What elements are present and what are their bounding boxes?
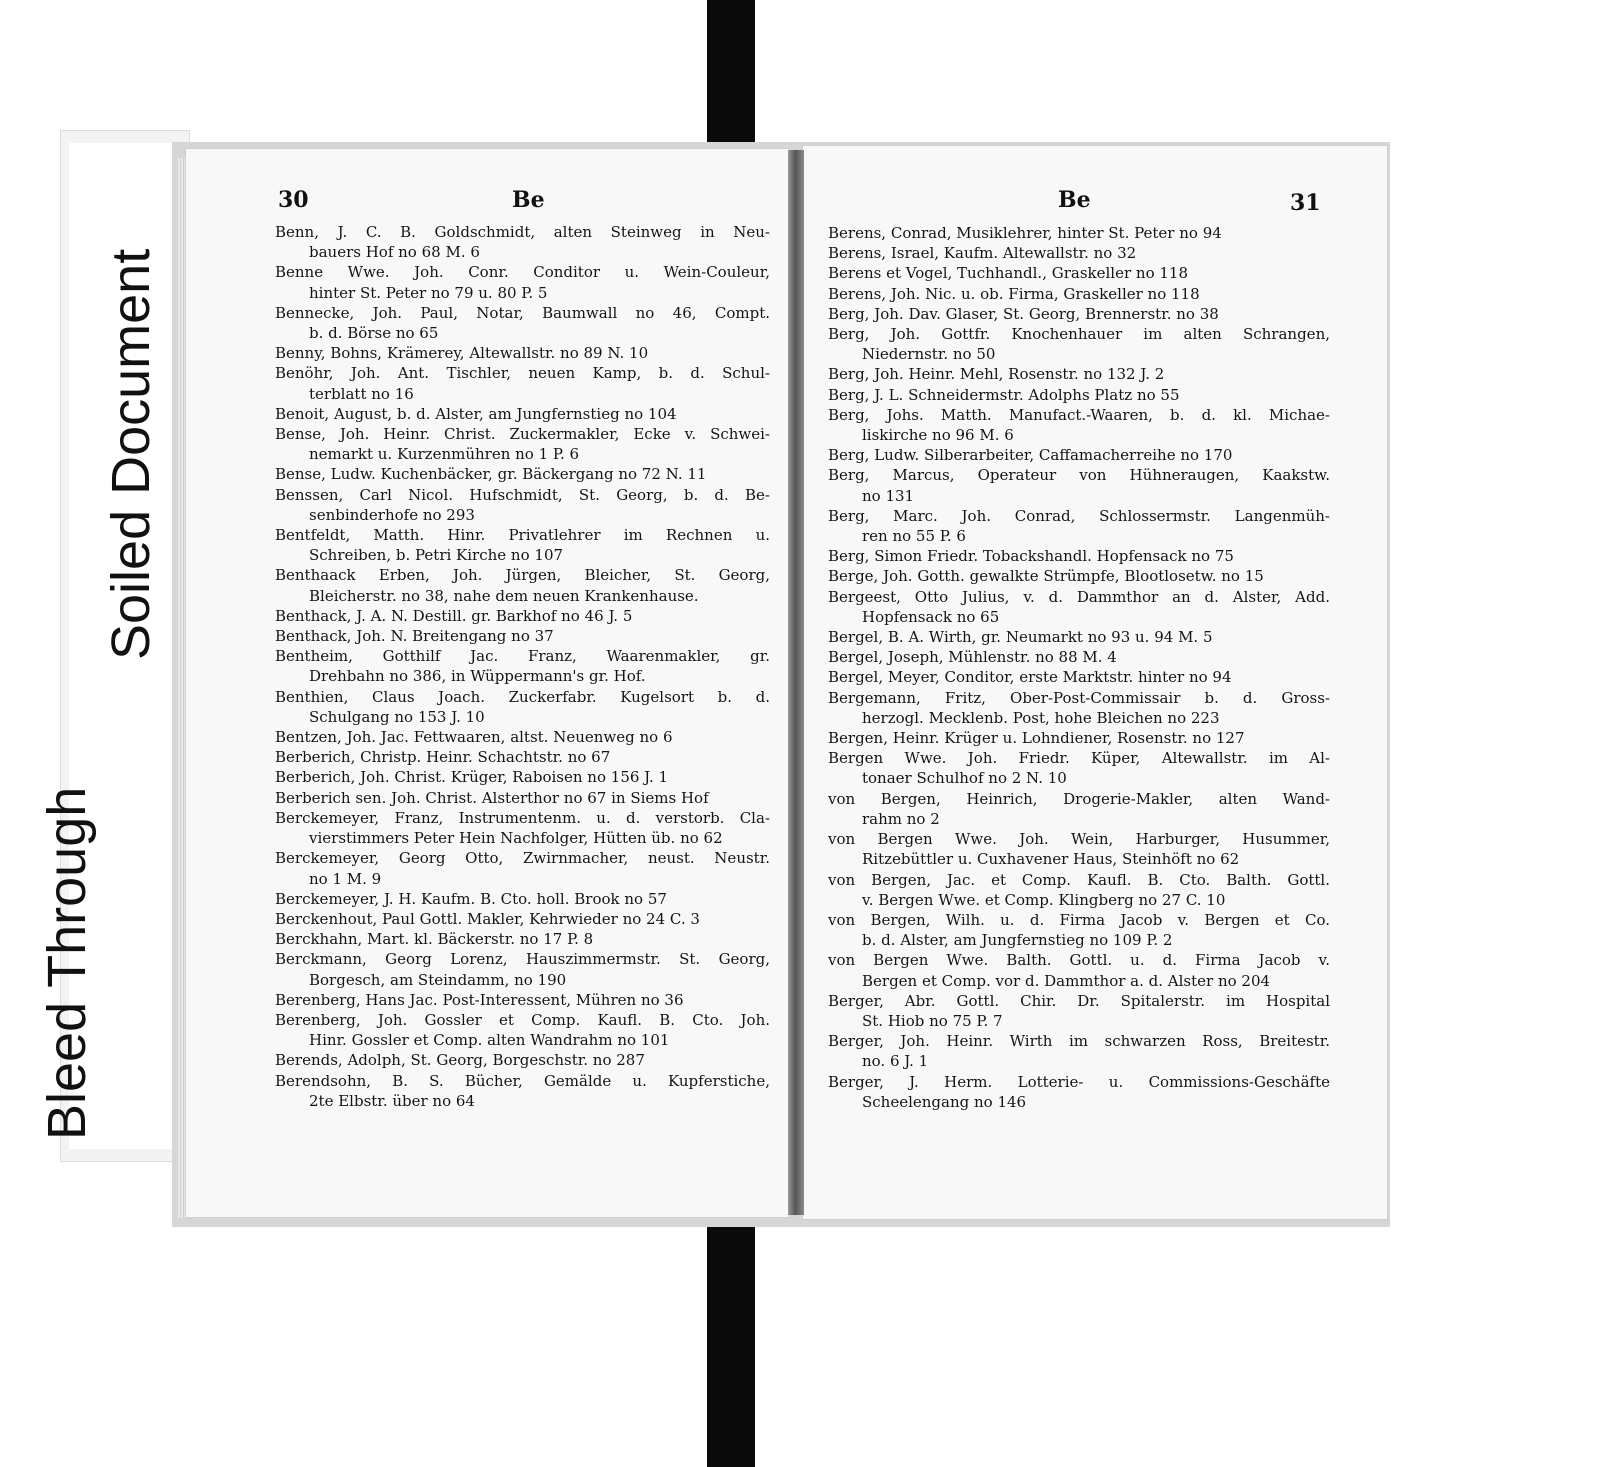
directory-entry — [828, 263, 1330, 283]
entry-continuation: Niedernstr. no 50 — [862, 345, 996, 364]
entry-continuation: bauers Hof no 68 M. 6 — [309, 243, 480, 262]
entry-line: Benthack, J. A. N. Destill. gr. Barkhof no 46 J. 5 — [275, 606, 633, 625]
directory-entry — [275, 889, 770, 909]
entry-line: Benthien, Claus Joach. Zuckerfabr. Kugelsort b. d. — [275, 687, 770, 706]
directory-entry — [275, 808, 770, 848]
entry-line: Berger, J. Herm. Lotterie- u. Commissions-Geschäfte — [828, 1072, 1330, 1091]
directory-entry — [828, 647, 1330, 667]
entry-continuation: nemarkt u. Kurzenmühren no 1 P. 6 — [309, 445, 580, 464]
directory-entry — [828, 364, 1330, 384]
entry-continuation: Drehbahn no 386, in Wüppermann's gr. Hof. — [309, 667, 646, 686]
directory-entry — [275, 990, 770, 1010]
entry-line: Berberich, Christp. Heinr. Schachtstr. no 67 — [275, 748, 611, 767]
entry-continuation: rahm no 2 — [862, 809, 940, 828]
directory-entry — [275, 222, 770, 262]
entry-line: Benne Wwe. Joh. Conr. Conditor u. Wein-Couleur, — [275, 263, 770, 282]
entry-line: von Bergen Wwe. Joh. Wein, Harburger, Husummer, — [828, 830, 1330, 849]
directory-entry — [275, 909, 770, 929]
directory-entry — [828, 465, 1330, 505]
entry-line: Berg, Johs. Matth. Manufact.-Waaren, b. d. kl. Michae- — [828, 405, 1330, 424]
directory-entry — [828, 546, 1330, 566]
clip-strip-top — [707, 0, 755, 160]
entry-line: Benn, J. C. B. Goldschmidt, alten Steinweg in Neu- — [275, 223, 770, 241]
directory-entry — [275, 767, 770, 787]
directory-entry — [828, 385, 1330, 405]
entry-line: Berberich, Joh. Christ. Krüger, Raboisen no 156 J. 1 — [275, 768, 669, 787]
entry-line: Bergen, Heinr. Krüger u. Lohndiener, Rosenstr. no 127 — [828, 729, 1245, 748]
directory-entry — [275, 1050, 770, 1070]
entry-line: Berg, Simon Friedr. Tobackshandl. Hopfensack no 75 — [828, 547, 1234, 566]
directory-entry — [275, 424, 770, 464]
entry-line: Berens, Israel, Kaufm. Altewallstr. no 32 — [828, 244, 1137, 263]
entry-line: von Bergen Wwe. Balth. Gottl. u. d. Firma Jacob v. — [828, 951, 1330, 970]
entry-line: Bergel, B. A. Wirth, gr. Neumarkt no 93 u. 94 M. 5 — [828, 628, 1213, 647]
entry-line: Benssen, Carl Nicol. Hufschmidt, St. Georg, b. d. Be- — [275, 485, 770, 504]
right-page-number: 31 — [1290, 190, 1321, 216]
entry-continuation: senbinderhofe no 293 — [309, 505, 475, 524]
entry-line: Benthack, Joh. N. Breitengang no 37 — [275, 627, 554, 646]
clip-strip-bottom — [707, 1190, 755, 1467]
directory-entry — [828, 789, 1330, 829]
directory-entry — [275, 687, 770, 727]
entry-continuation: v. Bergen Wwe. et Comp. Klingberg no 27 C. 10 — [862, 890, 1226, 909]
entry-line: Berens, Joh. Nic. u. ob. Firma, Graskeller no 118 — [828, 284, 1200, 303]
directory-entry — [275, 606, 770, 626]
directory-entry — [828, 506, 1330, 546]
entry-line: Berends, Adolph, St. Georg, Borgeschstr. no 287 — [275, 1051, 645, 1070]
entry-line: Berger, Abr. Gottl. Chir. Dr. Spitalerstr. im Hospital — [828, 991, 1330, 1010]
left-page-number: 30 — [278, 187, 309, 213]
entry-line: Bergemann, Fritz, Ober-Post-Commissair b. d. Gross- — [828, 688, 1330, 707]
entry-continuation: Schulgang no 153 J. 10 — [309, 707, 485, 726]
directory-entry — [275, 363, 770, 403]
directory-entry — [828, 304, 1330, 324]
entry-continuation: no 1 M. 9 — [309, 869, 382, 888]
entry-continuation: terblatt no 16 — [309, 384, 414, 403]
directory-entry — [275, 929, 770, 949]
entry-line: Berger, Joh. Heinr. Wirth im schwarzen Ross, Breitestr. — [828, 1032, 1330, 1051]
entry-line: Berckemeyer, Georg Otto, Zwirnmacher, neust. Neustr. — [275, 849, 770, 868]
entry-continuation: herzogl. Mecklenb. Post, hohe Bleichen no 223 — [862, 708, 1220, 727]
entry-continuation: Borgesch, am Steindamm, no 190 — [309, 970, 567, 989]
bleed-through-label: Bleed Through — [37, 786, 97, 1140]
directory-entry — [275, 727, 770, 747]
entry-continuation: 2te Elbstr. über no 64 — [309, 1091, 475, 1110]
directory-entry — [275, 262, 770, 302]
entry-continuation: St. Hiob no 75 P. 7 — [862, 1011, 1003, 1030]
directory-entry — [828, 748, 1330, 788]
entry-line: Bentzen, Joh. Jac. Fettwaaren, altst. Neuenweg no 6 — [275, 728, 673, 747]
directory-entry — [275, 949, 770, 989]
entry-line: Bennecke, Joh. Paul, Notar, Baumwall no 46, Compt. — [275, 303, 770, 322]
directory-entry — [275, 303, 770, 343]
directory-entry — [275, 1010, 770, 1050]
entry-line: Berckemeyer, Franz, Instrumentenm. u. d. verstorb. Cla- — [275, 808, 770, 827]
entry-continuation: Bergen et Comp. vor d. Dammthor a. d. Alster no 204 — [862, 971, 1271, 990]
directory-entry — [275, 747, 770, 767]
entry-line: von Bergen, Jac. et Comp. Kaufl. B. Cto. Balth. Gottl. — [828, 870, 1330, 889]
entry-continuation: Schreiben, b. Petri Kirche no 107 — [309, 546, 564, 565]
left-running-head: Be — [512, 187, 545, 213]
entry-line: Berg, Marcus, Operateur von Hühneraugen, Kaakstw. — [828, 466, 1330, 485]
directory-entry — [275, 525, 770, 565]
directory-entry — [828, 223, 1330, 243]
directory-entry — [828, 566, 1330, 586]
entry-line: Berg, Joh. Gottfr. Knochenhauer im alten Schrangen, — [828, 325, 1330, 344]
entry-line: Bergel, Joseph, Mühlenstr. no 88 M. 4 — [828, 648, 1117, 667]
entry-line: Berg, J. L. Schneidermstr. Adolphs Platz no 55 — [828, 385, 1180, 404]
entry-continuation: tonaer Schulhof no 2 N. 10 — [862, 769, 1067, 788]
entry-continuation: b. d. Alster, am Jungfernstieg no 109 P. 2 — [862, 931, 1173, 950]
entry-line: Berckemeyer, J. H. Kaufm. B. Cto. holl. Brook no 57 — [275, 889, 667, 908]
entry-line: Bentfeldt, Matth. Hinr. Privatlehrer im Rechnen u. — [275, 526, 770, 545]
entry-continuation: b. d. Börse no 65 — [309, 324, 439, 343]
entry-continuation: no. 6 J. 1 — [862, 1052, 929, 1071]
directory-entry — [828, 991, 1330, 1031]
directory-entry — [828, 910, 1330, 950]
entry-line: Benoit, August, b. d. Alster, am Jungfernstieg no 104 — [275, 404, 677, 423]
directory-entry — [275, 646, 770, 686]
directory-entry — [275, 626, 770, 646]
entry-line: Bergeest, Otto Julius, v. d. Dammthor an d. Alster, Add. — [828, 587, 1330, 606]
entry-continuation: liskirche no 96 M. 6 — [862, 426, 1014, 445]
directory-entry — [275, 464, 770, 484]
entry-line: Bergen Wwe. Joh. Friedr. Küper, Altewallstr. im Al- — [828, 749, 1330, 768]
directory-entry — [275, 1071, 770, 1111]
directory-entry — [828, 1072, 1330, 1112]
directory-entry — [275, 485, 770, 525]
directory-entry — [828, 284, 1330, 304]
directory-entry — [828, 688, 1330, 728]
entry-line: Berckhahn, Mart. kl. Bäckerstr. no 17 P. 8 — [275, 930, 594, 949]
entry-continuation: Hinr. Gossler et Comp. alten Wandrahm no 101 — [309, 1031, 670, 1050]
directory-entry — [828, 243, 1330, 263]
entry-line: Bentheim, Gotthilf Jac. Franz, Waarenmakler, gr. — [275, 647, 770, 666]
entry-line: Berens et Vogel, Tuchhandl., Graskeller no 118 — [828, 264, 1188, 283]
directory-entry — [275, 565, 770, 605]
directory-entry — [828, 1031, 1330, 1071]
entry-line: Berenberg, Joh. Gossler et Comp. Kaufl. B. Cto. Joh. — [275, 1010, 770, 1029]
entry-line: Berg, Ludw. Silberarbeiter, Caffamacherreihe no 170 — [828, 446, 1233, 465]
entry-line: Bense, Ludw. Kuchenbäcker, gr. Bäckergang no 72 N. 11 — [275, 465, 707, 484]
directory-entry — [828, 950, 1330, 990]
entry-line: Berckenhout, Paul Gottl. Makler, Kehrwieder no 24 C. 3 — [275, 909, 700, 928]
entry-continuation: Hopfensack no 65 — [862, 607, 1000, 626]
entry-continuation: hinter St. Peter no 79 u. 80 P. 5 — [309, 283, 548, 302]
entry-line: Berendsohn, B. S. Bücher, Gemälde u. Kupferstiche, — [275, 1071, 770, 1090]
directory-entry — [828, 324, 1330, 364]
entry-line: Berckmann, Georg Lorenz, Hauszimmermstr. St. Georg, — [275, 950, 770, 969]
entry-continuation: ren no 55 P. 6 — [862, 527, 966, 546]
entry-continuation: Scheelengang no 146 — [862, 1092, 1027, 1111]
directory-entry — [828, 587, 1330, 627]
entry-line: Berenberg, Hans Jac. Post-Interessent, Mühren no 36 — [275, 990, 684, 1009]
entry-line: Bense, Joh. Heinr. Christ. Zuckermakler, Ecke v. Schwei- — [275, 425, 770, 444]
directory-entry — [828, 405, 1330, 445]
entry-continuation: vierstimmers Peter Hein Nachfolger, Hütten üb. no 62 — [309, 829, 723, 848]
book-gutter — [788, 150, 804, 1215]
entry-line: von Bergen, Wilh. u. d. Firma Jacob v. Bergen et Co. — [828, 910, 1330, 929]
entry-line: Benthaack Erben, Joh. Jürgen, Bleicher, St. Georg, — [275, 566, 770, 585]
directory-entry — [828, 667, 1330, 687]
directory-entry — [275, 343, 770, 363]
soiled-document-label: Soiled Document — [101, 248, 161, 660]
entry-line: von Bergen, Heinrich, Drogerie-Makler, alten Wand- — [828, 789, 1330, 808]
entry-continuation: Bleicherstr. no 38, nahe dem neuen Krankenhause. — [309, 586, 699, 605]
entry-line: Benöhr, Joh. Ant. Tischler, neuen Kamp, b. d. Schul- — [275, 364, 770, 383]
entry-line: Berg, Joh. Heinr. Mehl, Rosenstr. no 132 J. 2 — [828, 365, 1165, 384]
entry-line: Berg, Joh. Dav. Glaser, St. Georg, Brennerstr. no 38 — [828, 304, 1219, 323]
entry-line: Benny, Bohns, Krämerey, Altewallstr. no 89 N. 10 — [275, 344, 649, 363]
entry-line: Bergel, Meyer, Conditor, erste Marktstr. hinter no 94 — [828, 668, 1232, 687]
entry-line: Berens, Conrad, Musiklehrer, hinter St. Peter no 94 — [828, 224, 1222, 242]
entry-line: Berg, Marc. Joh. Conrad, Schlossermstr. Langenmüh- — [828, 506, 1330, 525]
entry-line: Berge, Joh. Gotth. gewalkte Strümpfe, Blootlosetw. no 15 — [828, 567, 1264, 586]
directory-entry — [828, 627, 1330, 647]
directory-entry — [828, 728, 1330, 748]
entry-continuation: no 131 — [862, 486, 915, 505]
directory-entry — [275, 848, 770, 888]
left-directory-entries — [275, 222, 770, 1111]
directory-entry — [275, 788, 770, 808]
entry-continuation: Ritzebüttler u. Cuxhavener Haus, Steinhöft no 62 — [862, 850, 1240, 869]
directory-entry — [828, 445, 1330, 465]
directory-entry — [275, 404, 770, 424]
entry-line: Berberich sen. Joh. Christ. Alsterthor no 67 in Siems Hof — [275, 788, 709, 807]
directory-entry — [828, 829, 1330, 869]
right-directory-entries — [828, 223, 1330, 1112]
directory-entry — [828, 870, 1330, 910]
right-running-head: Be — [1058, 187, 1091, 213]
